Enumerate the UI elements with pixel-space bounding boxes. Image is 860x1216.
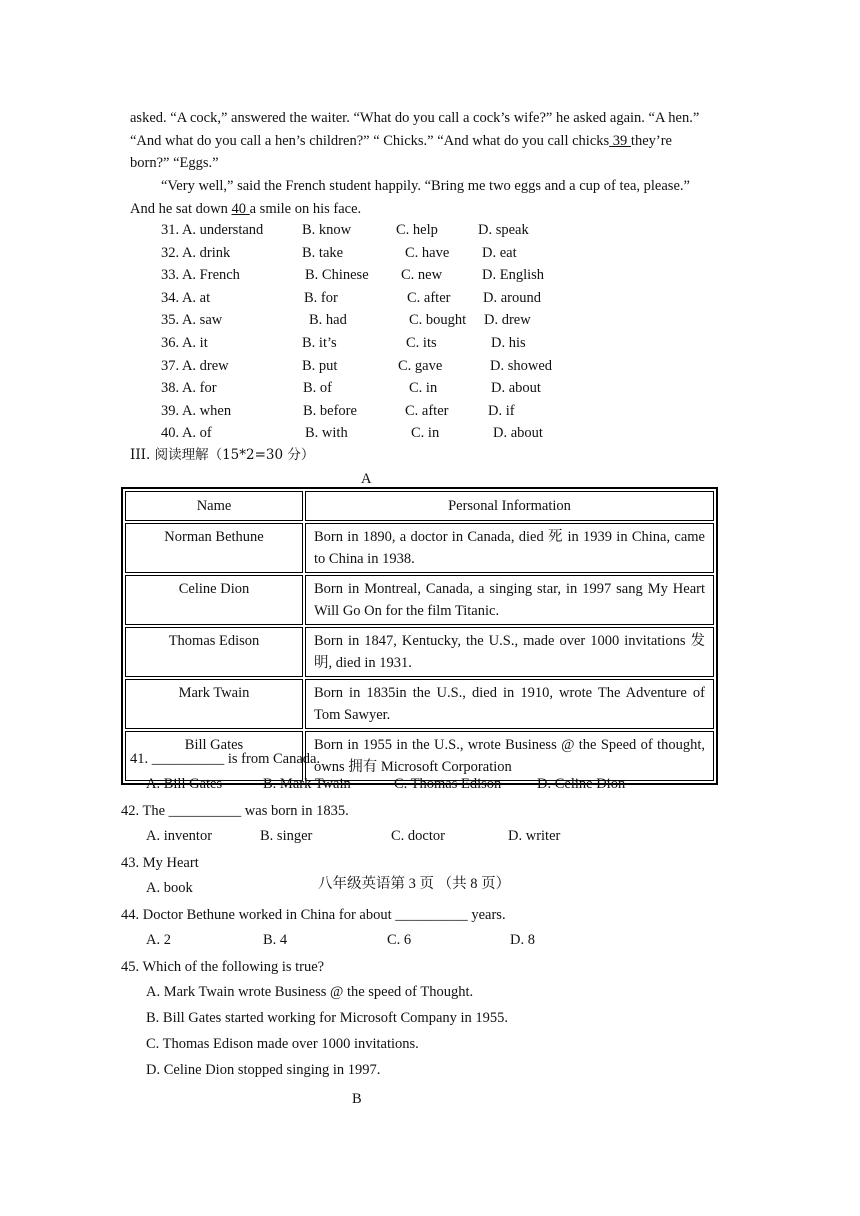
q42-option-c: C. doctor — [391, 828, 445, 844]
q42-option-b: B. singer — [260, 828, 313, 844]
question-43: 43. My Heart — [121, 855, 199, 871]
cloze-option-a: 36. A. it — [161, 335, 208, 351]
passage-line-4: “Very well,” said the French student happily. “Bring me two eggs and a cup of tea, please.” — [161, 178, 690, 194]
cloze-option-a: 37. A. drew — [161, 357, 229, 374]
blank-40: 40 — [231, 201, 250, 217]
question-45: 45. Which of the following is true? — [121, 959, 325, 975]
q42-option-d: D. writer — [508, 828, 561, 844]
row-name: Bill Gates — [125, 731, 303, 781]
cloze-option-a: 34. A. at — [161, 289, 211, 306]
q41-option-a: A. Bill Gates — [146, 776, 223, 792]
cloze-option-d: D. showed — [490, 357, 553, 374]
q43-option-a: A. book — [146, 880, 193, 896]
q44-option-c: C. 6 — [387, 932, 412, 948]
cloze-option-d: D. about — [491, 380, 541, 397]
row-name: Celine Dion — [125, 575, 303, 625]
cloze-option-a: 31. A. understand — [161, 222, 264, 238]
cloze-option-a: 38. A. for — [161, 380, 217, 397]
cloze-option-d: D. speak — [478, 222, 529, 238]
cloze-option-b: B. Chinese — [305, 267, 369, 284]
row-name: Thomas Edison — [125, 627, 303, 677]
row-name: Norman Bethune — [125, 523, 303, 573]
cloze-option-d: D. his — [491, 335, 526, 351]
cloze-option-b: B. take — [302, 244, 344, 261]
row-info: Born in 1835in the U.S., died in 1910, wrote The Adventure of Tom Sawyer. — [305, 679, 714, 729]
cloze-option-d: D. about — [493, 425, 543, 442]
cloze-option-a: 33. A. French — [161, 267, 240, 284]
cloze-option-b: B. put — [302, 357, 338, 374]
question-44: 44. Doctor Bethune worked in China for about __________ years. — [121, 907, 506, 923]
cloze-option-a: 35. A. saw — [161, 312, 223, 329]
cloze-option-c: C. in — [409, 380, 438, 397]
page-footer: 八年级英语第 3 页 （共 8 页） — [314, 870, 514, 895]
cloze-option-c: C. after — [407, 289, 451, 306]
q44-option-a: A. 2 — [146, 932, 171, 948]
cloze-option-d: D. English — [482, 267, 545, 284]
row-info: Born in Montreal, Canada, a singing star, in 1997 sang My Heart Will Go On for the film Titanic. — [305, 575, 714, 625]
cloze-option-c: C. new — [401, 267, 443, 284]
cloze-option-a: 32. A. drink — [161, 244, 231, 261]
question-42: 42. The __________ was born in 1835. — [121, 803, 349, 819]
q41-option-d: D. Celine Dion — [537, 776, 626, 792]
row-info: Born in 1890, a doctor in Canada, died 死 in 1939 in China, came to China in 1938. — [305, 523, 714, 573]
cloze-option-c: C. help — [396, 222, 438, 238]
passage-line-3: born?” “Eggs.” — [130, 155, 219, 171]
cloze-option-b: B. for — [304, 289, 338, 306]
cloze-option-c: C. bought — [409, 312, 467, 329]
q45-option-b: B. Bill Gates started working for Microsoft Company in 1955. — [146, 1010, 509, 1026]
q44-option-b: B. 4 — [263, 932, 288, 948]
passage-a-label: A — [361, 471, 372, 487]
table-row — [125, 523, 714, 573]
cloze-option-d: D. around — [483, 289, 541, 306]
passage-line-5 — [130, 200, 361, 218]
q45-option-c: C. Thomas Edison made over 1000 invitations. — [146, 1036, 419, 1052]
cloze-option-c: C. its — [406, 335, 437, 351]
passage-line-1: asked. “A cock,” answered the waiter. “What do you call a cock’s wife?” he asked again. “A hen.” — [130, 110, 700, 126]
passage-line-5-end: a smile on his face. — [249, 201, 362, 217]
blank-39: 39 — [609, 133, 631, 149]
cloze-option-d: D. drew — [484, 312, 531, 329]
q41-option-c: C. Thomas Edison — [394, 776, 502, 792]
q45-option-d: D. Celine Dion stopped singing in 1997. — [146, 1062, 381, 1078]
cloze-option-c: C. after — [405, 402, 449, 419]
passage-b-label: B — [352, 1091, 362, 1107]
header-info: Personal Information — [305, 491, 714, 521]
section-3-heading: III. 阅读理解（15*2=30 分） — [130, 447, 315, 463]
cloze-option-d: D. if — [488, 402, 515, 419]
personal-info-table — [121, 487, 718, 785]
cloze-option-b: B. it’s — [302, 335, 337, 351]
cloze-option-c: C. in — [411, 425, 440, 442]
table-row — [125, 575, 714, 625]
cloze-option-b: B. know — [302, 222, 352, 238]
cloze-option-b: B. of — [303, 380, 332, 397]
q45-option-a: A. Mark Twain wrote Business @ the speed of Thought. — [146, 984, 474, 1000]
passage-line-2 — [130, 132, 672, 150]
passage-line-2-end: they’re — [630, 133, 672, 149]
row-info: Born in 1847, Kentucky, the U.S., made over 1000 invitations 发明, died in 1931. — [305, 627, 714, 677]
passage-line-5-start: And he sat down — [130, 201, 232, 217]
cloze-option-a: 39. A. when — [161, 402, 232, 419]
table-row — [125, 679, 714, 729]
cloze-option-c: C. have — [405, 244, 450, 261]
q42-option-a: A. inventor — [146, 828, 213, 844]
cloze-option-b: B. before — [303, 402, 357, 419]
row-name: Mark Twain — [125, 679, 303, 729]
row-info: Born in 1955 in the U.S., wrote Business @ the Speed of thought, owns 拥有 Microsoft Corporation — [305, 731, 714, 781]
question-41: 41. __________ is from Canada. — [130, 751, 321, 767]
cloze-option-c: C. gave — [398, 357, 443, 374]
table-header-row — [125, 491, 714, 521]
table-row — [125, 627, 714, 677]
cloze-option-b: B. had — [309, 312, 347, 329]
header-name: Name — [125, 491, 303, 521]
cloze-option-d: D. eat — [482, 244, 517, 261]
cloze-option-a: 40. A. of — [161, 425, 212, 442]
cloze-option-b: B. with — [305, 425, 348, 442]
passage-line-2-start: “And what do you call a hen’s children?” “ Chicks.” “And what do you call chicks — [130, 133, 610, 149]
q44-option-d: D. 8 — [510, 932, 535, 948]
q41-option-b: B. Mark Twain — [263, 776, 351, 792]
